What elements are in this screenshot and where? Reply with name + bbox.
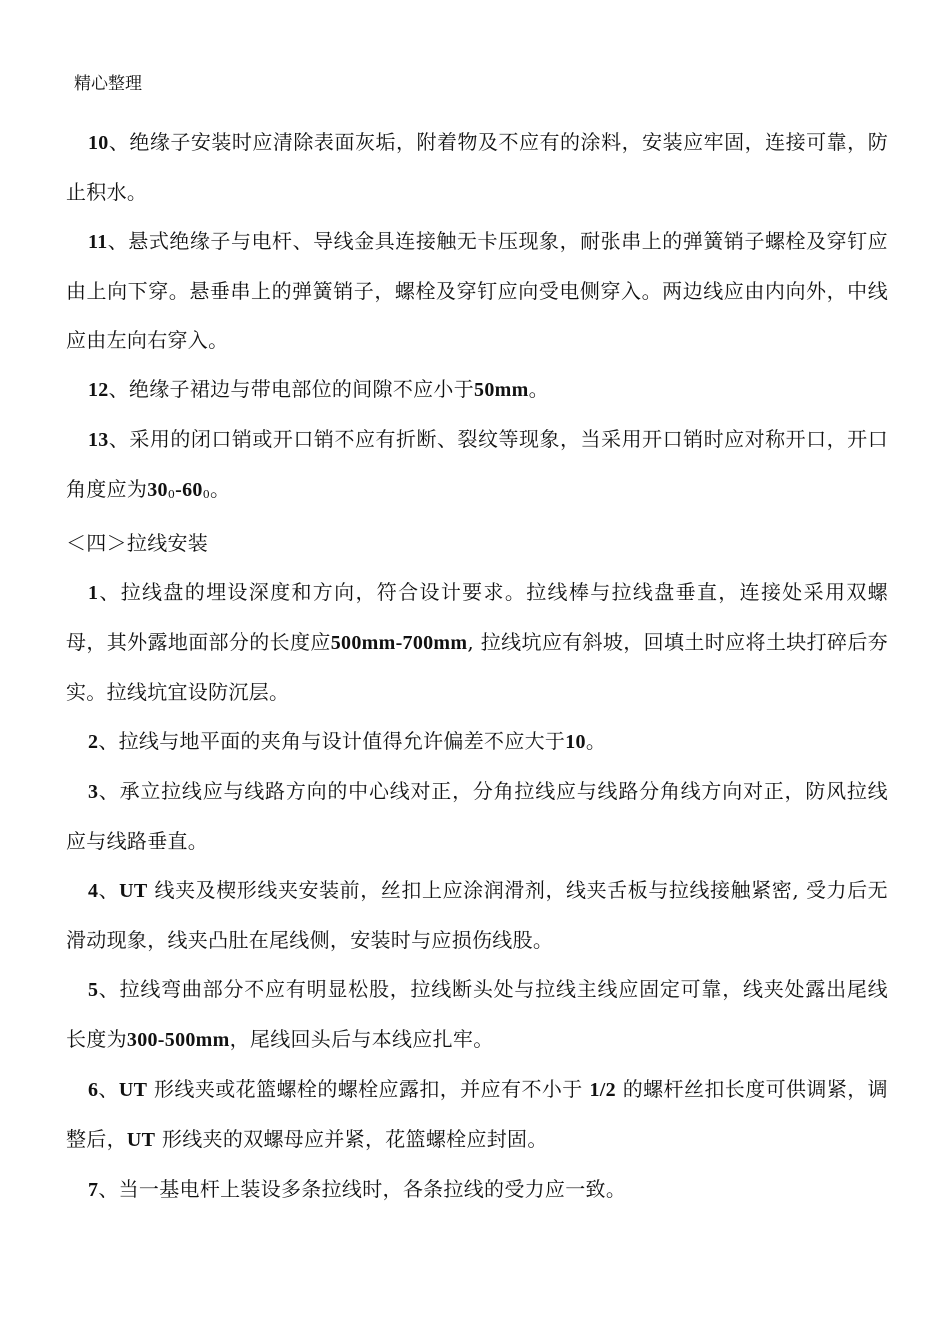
- item-number: 4: [88, 880, 99, 902]
- item-value: UT: [118, 1079, 148, 1101]
- item-text: 拉线盘的埋设深度和方向，符合设计要求。拉线棒与拉线盘垂直，连接处采用双螺母，其外露地面部分的长度应: [66, 580, 888, 654]
- item-number: 6: [88, 1079, 99, 1101]
- item-value: 50mm: [474, 379, 529, 401]
- item-text: 拉线弯曲部分不应有明显松股，拉线断头处与拉线主线应固定可靠，线夹处露出尾线长度为: [66, 977, 888, 1051]
- item-number: 5: [88, 979, 99, 1001]
- degree-mark: 0: [167, 488, 176, 501]
- item-number: 1: [88, 582, 99, 604]
- item-text: 当一基电杆上装设多条拉线时，各条拉线的受力应一致。: [118, 1177, 627, 1201]
- item-number: 10: [88, 132, 109, 154]
- item-text: 承立拉线应与线路方向的中心线对正，分角拉线应与线路分角线方向对正，防风拉线应与线路垂直。: [66, 779, 888, 853]
- list-item-4: 4、UT 线夹及楔形线夹安装前，丝扣上应涂润滑剂，线夹舌板与拉线接触紧密, 受力后无滑动现象，线夹凸肚在尾线侧，安装时与应损伤线股。: [66, 878, 888, 952]
- item-number: 12: [88, 379, 109, 401]
- item-value: UT: [119, 880, 148, 902]
- list-item-5: 5、拉线弯曲部分不应有明显松股，拉线断头处与拉线主线应固定可靠，线夹处露出尾线长度为300-500mm，尾线回头后与本线应扎牢。: [66, 977, 888, 1051]
- item-number: 2: [88, 731, 99, 753]
- document-body: [66, 118, 888, 1215]
- item-number: 7: [88, 1179, 99, 1201]
- list-item-7: 7、当一基电杆上装设多条拉线时，各条拉线的受力应一致。: [88, 1177, 627, 1201]
- item-value: 1/2: [589, 1079, 616, 1101]
- item-text: 拉线与地平面的夹角与设计值得允许偏差不应大于: [118, 729, 566, 753]
- item-number: 13: [88, 429, 109, 451]
- page-header: 精心整理: [74, 74, 142, 94]
- degree-mark: 0: [202, 488, 210, 501]
- angle-start: 30: [147, 479, 168, 501]
- item-value: 10: [565, 731, 586, 753]
- list-item-1: 1、拉线盘的埋设深度和方向，符合设计要求。拉线棒与拉线盘垂直，连接处采用双螺母，其外露地面部分的长度应500mm-700mm, 拉线坑应有斜坡，回填土时应将土块打碎后夯实。拉线坑宜设防沉层。: [66, 580, 888, 704]
- item-text: 绝缘子裙边与带电部位的间隙不应小于: [128, 377, 475, 401]
- list-item-3: 3、承立拉线应与线路方向的中心线对正，分角拉线应与线路分角线方向对正，防风拉线应与线路垂直。: [66, 779, 888, 853]
- item-text: 悬式绝缘子与电杆、导线金具连接触无卡压现象，耐张串上的弹簧销子螺栓及穿钉应由上向下穿。悬垂串上的弹簧销子，螺栓及穿钉应向受电侧穿入。两边线应由内向外，中线应由左向右穿入。: [66, 229, 888, 352]
- item-number: 11: [88, 231, 108, 253]
- angle-end: -60: [175, 479, 203, 501]
- item-text: 形线夹或花篮螺栓的螺栓应露扣，并应有不小于: [147, 1077, 590, 1101]
- list-item-12: 12、绝缘子裙边与带电部位的间隙不应小于50mm。: [88, 377, 549, 401]
- list-item-6: 6、UT 形线夹或花篮螺栓的螺栓应露扣，并应有不小于 1/2 的螺杆丝扣长度可供调紧，调整后，UT 形线夹的双螺母应并紧，花篮螺栓应封固。: [66, 1077, 888, 1151]
- item-text: 绝缘子安装时应清除表面灰垢，附着物及不应有的涂料，安装应牢固，连接可靠，防止积水。: [66, 130, 888, 204]
- item-value: 500mm-700mm: [330, 632, 468, 654]
- section-heading: ＜四＞拉线安装: [66, 531, 209, 555]
- item-text: 线夹及楔形线夹安装前，丝扣上应涂润滑剂，线夹舌板与拉线接触紧密, 受力后无滑动现象，线夹凸肚在尾线侧，安装时与应损伤线股。: [66, 878, 888, 952]
- list-item-11: 11、悬式绝缘子与电杆、导线金具连接触无卡压现象，耐张串上的弹簧销子螺栓及穿钉应由上向下穿。悬垂串上的弹簧销子，螺栓及穿钉应向受电侧穿入。两边线应由内向外，中线应由左向右穿入。: [66, 229, 888, 352]
- item-value: 300-500mm: [126, 1029, 230, 1051]
- list-item-13: 13、采用的闭口销或开口销不应有折断、裂纹等现象，当采用开口销时应对称开口，开口角度应为$30_0-60_0$。: [66, 427, 888, 501]
- list-item-2: 2、拉线与地平面的夹角与设计值得允许偏差不应大于10。: [88, 729, 607, 753]
- item-text: 采用的闭口销或开口销不应有折断、裂纹等现象，当采用开口销时应对称开口，开口角度应为: [66, 427, 888, 501]
- list-item-10: 10、绝缘子安装时应清除表面灰垢，附着物及不应有的涂料，安装应牢固，连接可靠，防止积水。: [66, 130, 888, 204]
- item-value: UT: [126, 1129, 156, 1151]
- item-number: 3: [88, 781, 99, 803]
